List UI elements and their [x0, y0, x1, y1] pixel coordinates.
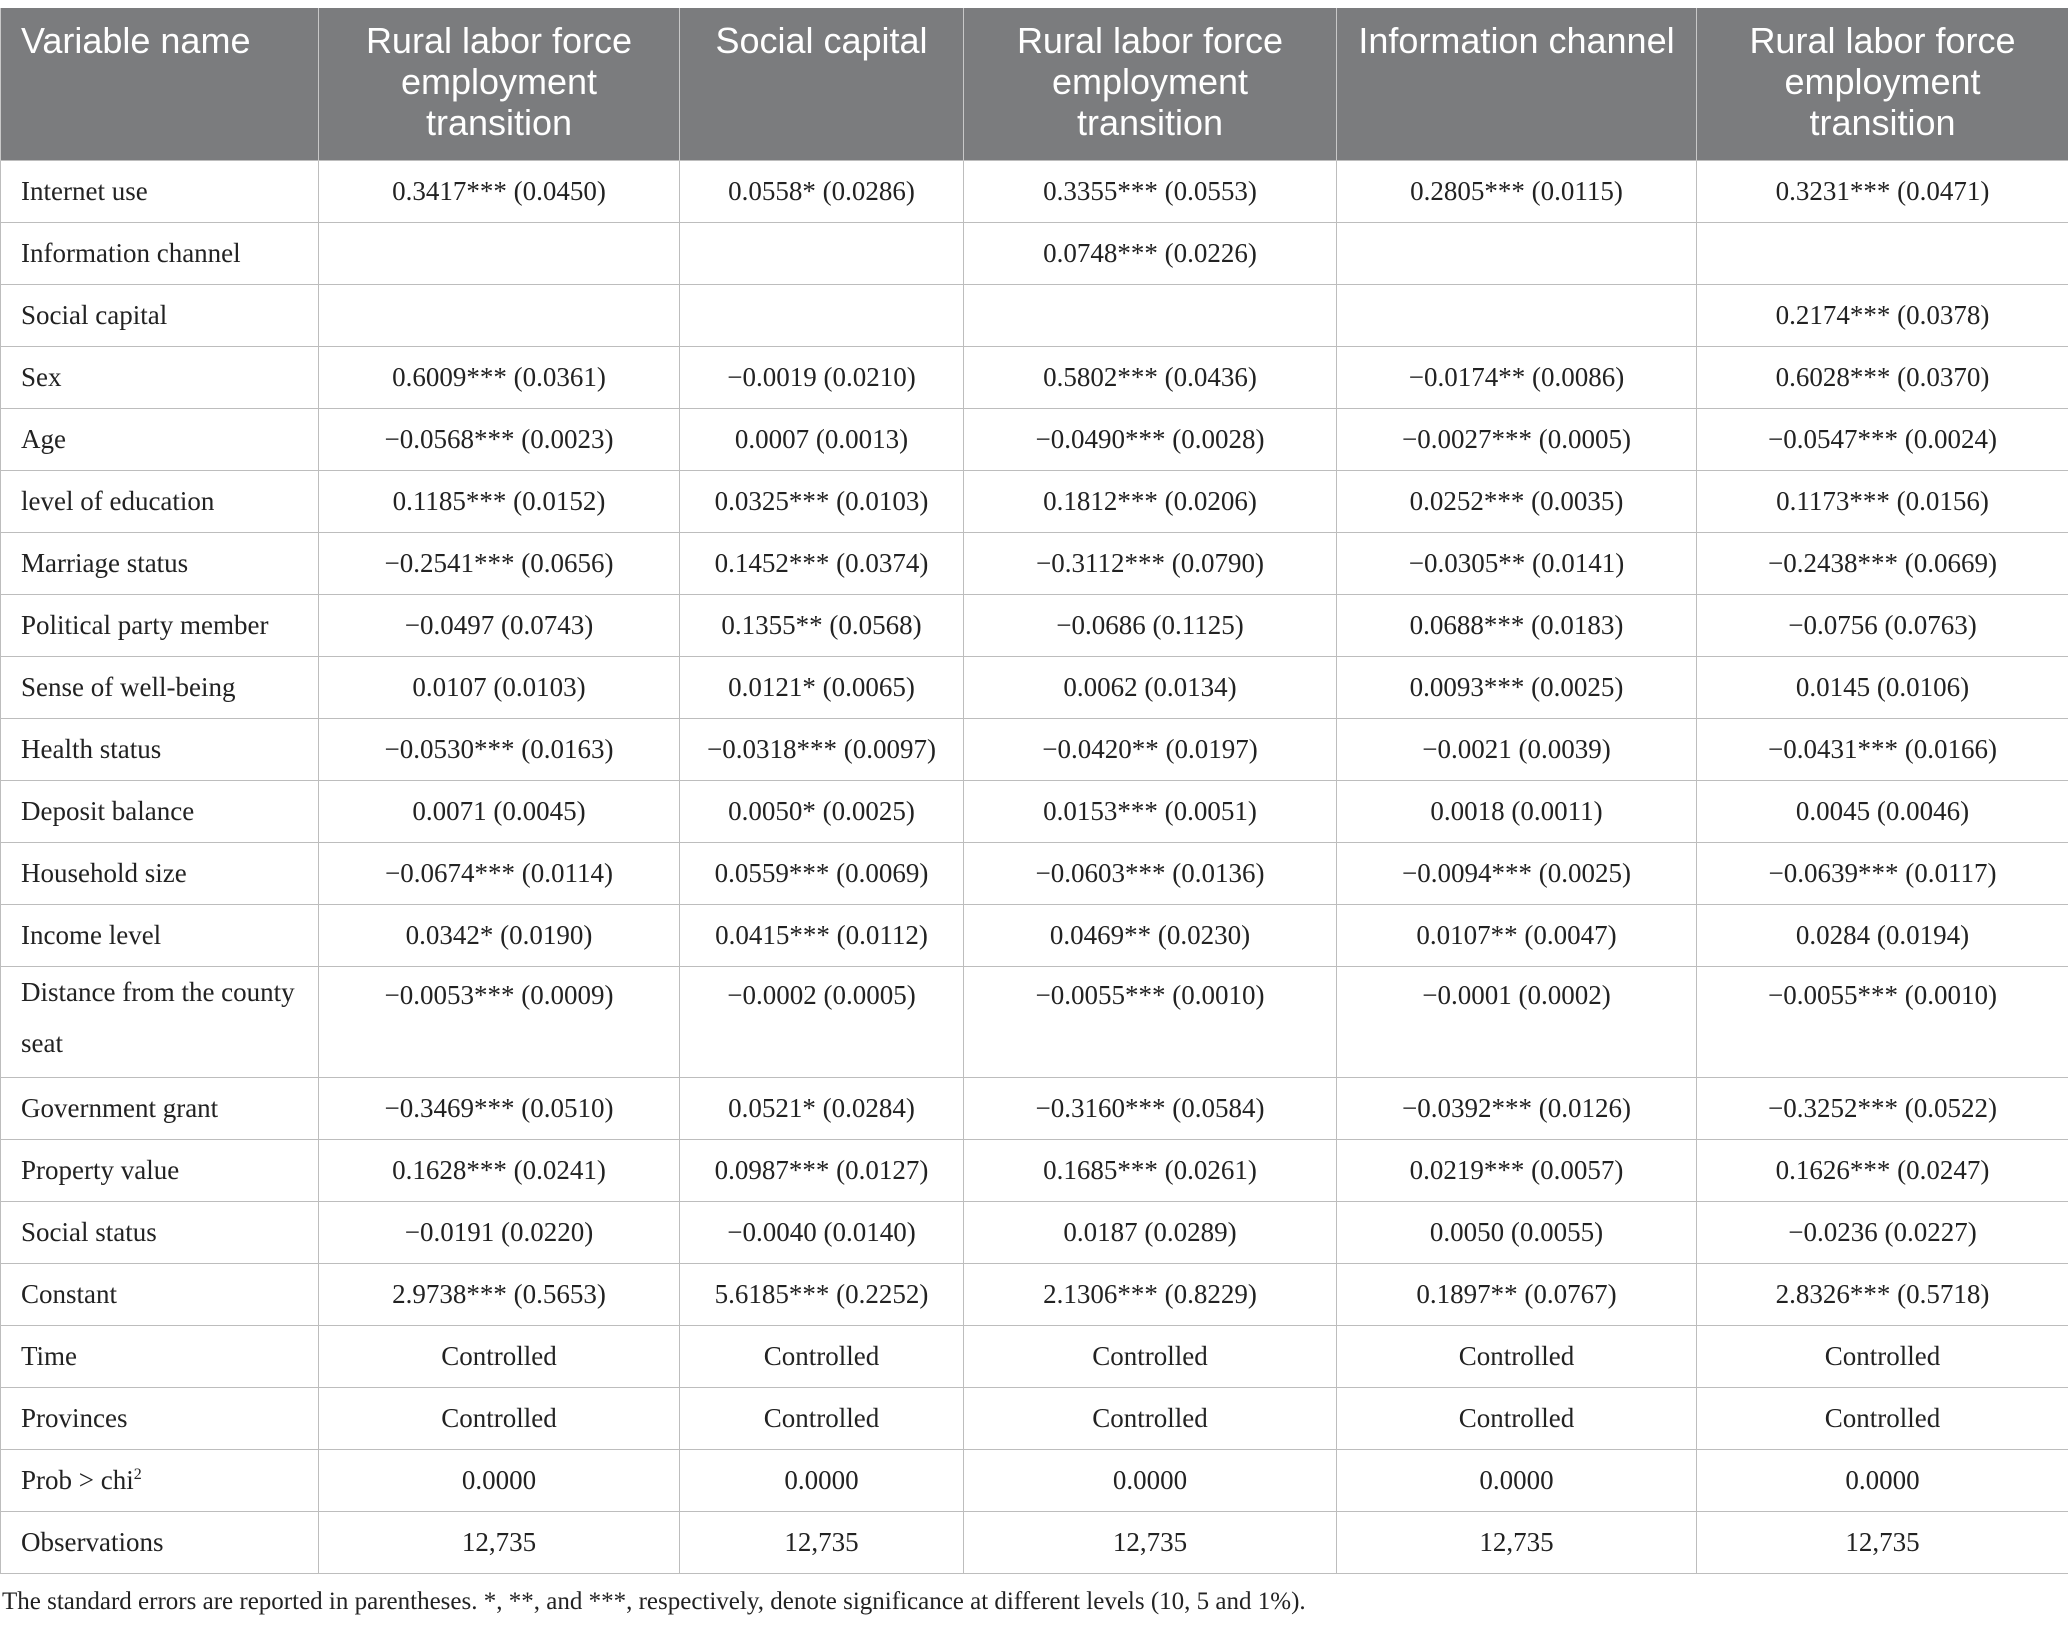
table-cell: [1337, 284, 1697, 346]
table-row: [1, 1139, 2068, 1201]
results-table-container: [0, 8, 2068, 1616]
table-cell: 2.1306*** (0.8229): [964, 1263, 1337, 1325]
row-label-text: Political party member: [21, 609, 269, 640]
table-row: [1, 656, 2068, 718]
row-label: [1, 966, 319, 1077]
table-cell: 0.0000: [319, 1449, 680, 1511]
table-cell: 0.0107 (0.0103): [319, 656, 680, 718]
table-cell: Controlled: [1697, 1325, 2068, 1387]
table-cell: 0.0107** (0.0047): [1337, 904, 1697, 966]
row-label: [1, 780, 319, 842]
row-label: [1, 160, 319, 222]
table-cell: −0.0420** (0.0197): [964, 718, 1337, 780]
table-cell: 0.1185*** (0.0152): [319, 470, 680, 532]
table-cell: −0.3160*** (0.0584): [964, 1077, 1337, 1139]
table-cell: −0.0756 (0.0763): [1697, 594, 2068, 656]
table-row: [1, 780, 2068, 842]
column-header-model-3: Rural labor force employment transition: [964, 8, 1337, 160]
table-row: [1, 1387, 2068, 1449]
table-row: [1, 594, 2068, 656]
table-cell: −0.3252*** (0.0522): [1697, 1077, 2068, 1139]
row-label: [1, 532, 319, 594]
row-label-text: Health status: [21, 733, 162, 764]
table-cell: Controlled: [1337, 1387, 1697, 1449]
table-cell: −0.0490*** (0.0028): [964, 408, 1337, 470]
table-cell: −0.0019 (0.0210): [680, 346, 964, 408]
table-cell: −0.3469*** (0.0510): [319, 1077, 680, 1139]
table-row: [1, 966, 2068, 1077]
row-label-text: Constant: [21, 1278, 118, 1309]
table-cell: 0.2174*** (0.0378): [1697, 284, 2068, 346]
table-row: [1, 408, 2068, 470]
table-row: [1, 222, 2068, 284]
row-label-text: Information channel: [21, 237, 241, 268]
table-cell: 0.0559*** (0.0069): [680, 842, 964, 904]
table-cell: 0.0187 (0.0289): [964, 1201, 1337, 1263]
table-cell: 12,735: [319, 1511, 680, 1573]
table-cell: 0.1685*** (0.0261): [964, 1139, 1337, 1201]
table-cell: 0.0469** (0.0230): [964, 904, 1337, 966]
row-label: [1, 284, 319, 346]
table-cell: 0.0062 (0.0134): [964, 656, 1337, 718]
row-label-text: Property value: [21, 1154, 180, 1185]
table-cell: 0.0415*** (0.0112): [680, 904, 964, 966]
table-cell: 0.0342* (0.0190): [319, 904, 680, 966]
row-label: [1, 656, 319, 718]
table-cell: −0.0318*** (0.0097): [680, 718, 964, 780]
row-label: [1, 1077, 319, 1139]
table-cell: 0.3231*** (0.0471): [1697, 160, 2068, 222]
table-cell: 0.6009*** (0.0361): [319, 346, 680, 408]
row-label-text: Income level: [21, 919, 162, 950]
table-cell: 0.3417*** (0.0450): [319, 160, 680, 222]
table-cell: 0.1355** (0.0568): [680, 594, 964, 656]
table-cell: −0.0431*** (0.0166): [1697, 718, 2068, 780]
table-cell: −0.0568*** (0.0023): [319, 408, 680, 470]
table-cell: 0.0121* (0.0065): [680, 656, 964, 718]
table-cell: −0.0001 (0.0002): [1337, 966, 1697, 1077]
table-cell: 0.0000: [680, 1449, 964, 1511]
table-row: [1, 532, 2068, 594]
table-cell: 0.0153*** (0.0051): [964, 780, 1337, 842]
table-cell: −0.0392*** (0.0126): [1337, 1077, 1697, 1139]
row-label: [1, 1511, 319, 1573]
table-cell: [1697, 222, 2068, 284]
table-cell: −0.0027*** (0.0005): [1337, 408, 1697, 470]
table-cell: Controlled: [680, 1387, 964, 1449]
table-cell: 0.0252*** (0.0035): [1337, 470, 1697, 532]
table-row: [1, 1077, 2068, 1139]
table-row: [1, 470, 2068, 532]
table-body: [1, 160, 2068, 1573]
table-cell: 2.8326*** (0.5718): [1697, 1263, 2068, 1325]
row-label-text: Sense of well-being: [21, 671, 236, 702]
column-header-model-4: Information channel: [1337, 8, 1697, 160]
row-label: [1, 1387, 319, 1449]
row-label: [1, 1139, 319, 1201]
table-cell: 12,735: [1337, 1511, 1697, 1573]
table-row: [1, 718, 2068, 780]
table-row: [1, 1201, 2068, 1263]
table-cell: −0.0021 (0.0039): [1337, 718, 1697, 780]
row-label-text: Prob > chi: [21, 1464, 134, 1495]
table-cell: [319, 222, 680, 284]
table-cell: Controlled: [964, 1387, 1337, 1449]
regression-results-table: [0, 8, 2068, 1574]
table-cell: 0.0521* (0.0284): [680, 1077, 964, 1139]
table-cell: −0.0174** (0.0086): [1337, 346, 1697, 408]
table-cell: 0.0093*** (0.0025): [1337, 656, 1697, 718]
table-cell: 0.0071 (0.0045): [319, 780, 680, 842]
table-cell: 0.1173*** (0.0156): [1697, 470, 2068, 532]
table-cell: −0.0497 (0.0743): [319, 594, 680, 656]
row-label-superscript: 2: [133, 1465, 142, 1483]
table-cell: 0.1897** (0.0767): [1337, 1263, 1697, 1325]
table-cell: 0.0050* (0.0025): [680, 780, 964, 842]
table-cell: 12,735: [964, 1511, 1337, 1573]
header-row: [1, 8, 2068, 160]
table-row: [1, 1449, 2068, 1511]
table-cell: [1337, 222, 1697, 284]
table-footnote: The standard errors are reported in parentheses. *, **, and ***, respectively, denote significance at different levels (10, 5 and 1%).: [2, 1587, 1306, 1615]
table-cell: 2.9738*** (0.5653): [319, 1263, 680, 1325]
table-cell: Controlled: [964, 1325, 1337, 1387]
table-cell: −0.0686 (0.1125): [964, 594, 1337, 656]
row-label-text: Marriage status: [21, 547, 189, 578]
table-cell: 0.3355*** (0.0553): [964, 160, 1337, 222]
table-cell: −0.0040 (0.0140): [680, 1201, 964, 1263]
table-cell: 12,735: [680, 1511, 964, 1573]
table-cell: Controlled: [1697, 1387, 2068, 1449]
row-label-text: Time: [21, 1340, 78, 1371]
table-cell: 0.0284 (0.0194): [1697, 904, 2068, 966]
table-cell: 0.0000: [964, 1449, 1337, 1511]
table-cell: −0.0530*** (0.0163): [319, 718, 680, 780]
table-cell: 0.0558* (0.0286): [680, 160, 964, 222]
table-header: [1, 8, 2068, 160]
row-label-text: Social capital: [21, 299, 168, 330]
row-label: [1, 718, 319, 780]
table-row: [1, 160, 2068, 222]
table-cell: −0.0055*** (0.0010): [964, 966, 1337, 1077]
table-cell: Controlled: [1337, 1325, 1697, 1387]
row-label-text: Government grant: [21, 1092, 219, 1123]
row-label-text: Provinces: [21, 1402, 128, 1433]
row-label-text: Observations: [21, 1526, 164, 1557]
table-cell: 0.0018 (0.0011): [1337, 780, 1697, 842]
table-row: [1, 346, 2068, 408]
table-cell: 0.0000: [1337, 1449, 1697, 1511]
table-cell: −0.0053*** (0.0009): [319, 966, 680, 1077]
row-label: [1, 904, 319, 966]
column-header-model-2: Social capital: [680, 8, 964, 160]
row-label: [1, 346, 319, 408]
table-cell: 12,735: [1697, 1511, 2068, 1573]
table-cell: 0.0145 (0.0106): [1697, 656, 2068, 718]
table-cell: 0.1628*** (0.0241): [319, 1139, 680, 1201]
table-cell: [964, 284, 1337, 346]
table-cell: −0.2541*** (0.0656): [319, 532, 680, 594]
table-row: [1, 1263, 2068, 1325]
table-cell: 0.1626*** (0.0247): [1697, 1139, 2068, 1201]
row-label: [1, 594, 319, 656]
table-row: [1, 1325, 2068, 1387]
table-cell: 0.0219*** (0.0057): [1337, 1139, 1697, 1201]
table-cell: −0.0002 (0.0005): [680, 966, 964, 1077]
table-cell: −0.0191 (0.0220): [319, 1201, 680, 1263]
table-cell: 0.5802*** (0.0436): [964, 346, 1337, 408]
table-cell: −0.0639*** (0.0117): [1697, 842, 2068, 904]
table-cell: −0.0547*** (0.0024): [1697, 408, 2068, 470]
column-header-model-1: Rural labor force employment transition: [319, 8, 680, 160]
row-label-text: Social status: [21, 1216, 157, 1247]
table-cell: −0.0055*** (0.0010): [1697, 966, 2068, 1077]
table-cell: −0.3112*** (0.0790): [964, 532, 1337, 594]
table-cell: Controlled: [319, 1387, 680, 1449]
row-label-text: Household size: [21, 857, 187, 888]
column-header-variable-name: Variable name: [1, 8, 319, 160]
table-cell: 0.0987*** (0.0127): [680, 1139, 964, 1201]
row-label: [1, 1449, 319, 1511]
table-row: [1, 284, 2068, 346]
table-cell: −0.0094*** (0.0025): [1337, 842, 1697, 904]
table-cell: [319, 284, 680, 346]
table-cell: 0.6028*** (0.0370): [1697, 346, 2068, 408]
table-cell: 0.0050 (0.0055): [1337, 1201, 1697, 1263]
row-label: [1, 842, 319, 904]
row-label-text: level of education: [21, 485, 215, 516]
row-label: [1, 408, 319, 470]
row-label-text: Age: [21, 423, 66, 454]
table-cell: 0.0325*** (0.0103): [680, 470, 964, 532]
table-row: [1, 842, 2068, 904]
table-cell: 0.0748*** (0.0226): [964, 222, 1337, 284]
row-label: [1, 1263, 319, 1325]
row-label-text: Internet use: [21, 175, 148, 206]
table-cell: 5.6185*** (0.2252): [680, 1263, 964, 1325]
table-cell: 0.1812*** (0.0206): [964, 470, 1337, 532]
table-row: [1, 904, 2068, 966]
row-label-text: Distance from the county seat: [21, 976, 295, 1058]
table-cell: −0.0236 (0.0227): [1697, 1201, 2068, 1263]
table-cell: 0.0045 (0.0046): [1697, 780, 2068, 842]
table-cell: [680, 222, 964, 284]
column-header-model-5: Rural labor force employment transition: [1697, 8, 2068, 160]
table-cell: −0.0305** (0.0141): [1337, 532, 1697, 594]
table-cell: [680, 284, 964, 346]
row-label: [1, 1325, 319, 1387]
row-label: [1, 222, 319, 284]
table-cell: 0.2805*** (0.0115): [1337, 160, 1697, 222]
table-cell: Controlled: [680, 1325, 964, 1387]
row-label: [1, 1201, 319, 1263]
table-cell: Controlled: [319, 1325, 680, 1387]
row-label: [1, 470, 319, 532]
table-cell: 0.0000: [1697, 1449, 2068, 1511]
table-cell: −0.2438*** (0.0669): [1697, 532, 2068, 594]
table-cell: −0.0674*** (0.0114): [319, 842, 680, 904]
table-cell: −0.0603*** (0.0136): [964, 842, 1337, 904]
table-cell: 0.1452*** (0.0374): [680, 532, 964, 594]
row-label-text: Sex: [21, 361, 62, 392]
table-cell: 0.0007 (0.0013): [680, 408, 964, 470]
table-cell: 0.0688*** (0.0183): [1337, 594, 1697, 656]
row-label-text: Deposit balance: [21, 795, 195, 826]
table-row: [1, 1511, 2068, 1573]
